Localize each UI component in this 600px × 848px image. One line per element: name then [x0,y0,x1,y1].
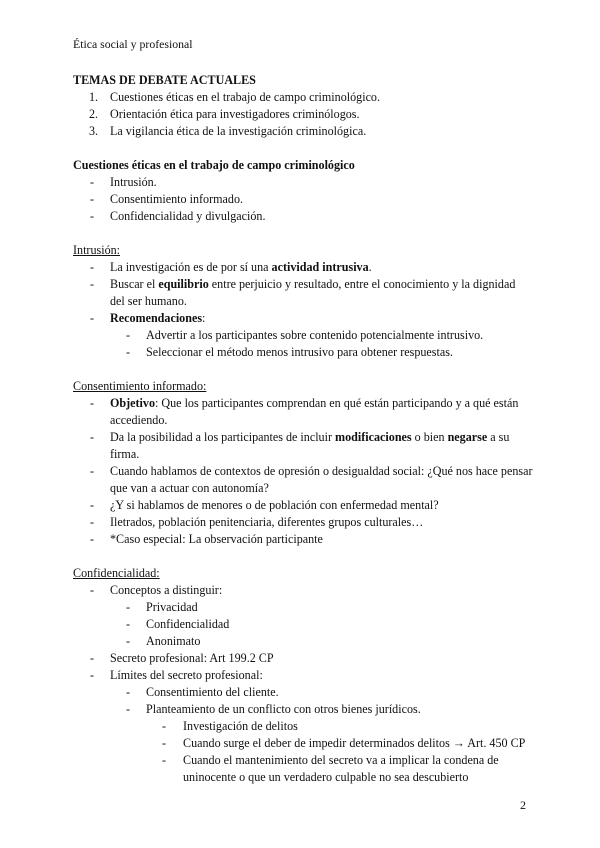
list-item: - La investigación es de por sí una actividad intrusiva. [90,260,372,274]
section-heading-intrusion: Intrusión: [73,243,121,257]
list-item: - Confidencialidad [126,617,230,631]
intrusion-list [73,259,533,361]
list-item-text: Orientación ética para investigadores criminólogos. [110,107,360,121]
list-item: - Advertir a los participantes sobre contenido potencialmente intrusivo. [126,328,484,342]
list-item-text: Cuestiones éticas en el trabajo de campo criminológico. [110,90,381,104]
section-heading-confidentiality: Confidencialidad: [73,566,160,580]
page-header: Ética social y profesional [73,37,193,51]
list-item: - Seleccionar el método menos intrusivo para obtener respuestas. [126,345,453,359]
list-item: - Da la posibilidad a los participantes de incluir modificaciones o bien negarse a su firma. [90,430,510,461]
list-item: - ¿Y si hablamos de menores o de población con enfermedad mental? [90,498,439,512]
list-item: - Planteamiento de un conflicto con otros bienes jurídicos. [126,702,421,716]
page-number: 2 [520,798,526,812]
list-item: - Consentimiento del cliente. [126,685,279,699]
list-item: - *Caso especial: La observación participante [90,532,323,546]
fieldwork-list [73,174,533,225]
list-item: - Secreto profesional: Art 199.2 CP [90,651,274,665]
list-item: - Conceptos a distinguir: [90,583,223,597]
list-item: - Iletrados, población penitenciaria, diferentes grupos culturales… [90,515,424,529]
list-item [73,106,533,123]
list-item: - Intrusión. [90,175,157,189]
list-item: - Recomendaciones: [90,311,206,325]
topics-list [73,89,533,140]
list-item: - Investigación de delitos [162,719,298,733]
list-number: 2. [89,107,99,121]
document-body [73,72,533,786]
list-item [73,89,533,106]
list-item: - Anonimato [126,634,201,648]
list-item: - Objetivo: Que los participantes comprendan en qué están participando y a qué están accediendo. [90,396,519,427]
section-heading-fieldwork: Cuestiones éticas en el trabajo de campo criminológico [73,158,355,172]
list-item: - Cuando hablamos de contextos de opresión o desigualdad social: ¿Qué nos hace pensar que van a actuar con autonomía? [90,464,533,495]
list-number: 1. [89,90,99,104]
consent-list [73,395,533,548]
section-heading-consent: Consentimiento informado: [73,379,207,393]
list-item [73,123,533,140]
list-item: - Cuando surge el deber de impedir determinados delitos → Art. 450 CP [162,736,526,750]
list-item: - Buscar el equilibrio entre perjuicio y resultado, entre el conocimiento y la dignidad del ser humano. [90,277,516,308]
list-item-text: La vigilancia ética de la investigación criminológica. [110,124,367,138]
list-item: - Privacidad [126,600,198,614]
page-title: TEMAS DE DEBATE ACTUALES [73,73,256,87]
confidentiality-list [73,582,533,786]
list-item: - Cuando el mantenimiento del secreto va a implicar la condena de uninocente o que un verdadero culpable no sea descubierto [162,753,499,784]
list-item: - Confidencialidad y divulgación. [90,209,266,223]
list-item: - Límites del secreto profesional: [90,668,263,682]
list-number: 3. [89,124,99,138]
list-item: - Consentimiento informado. [90,192,244,206]
